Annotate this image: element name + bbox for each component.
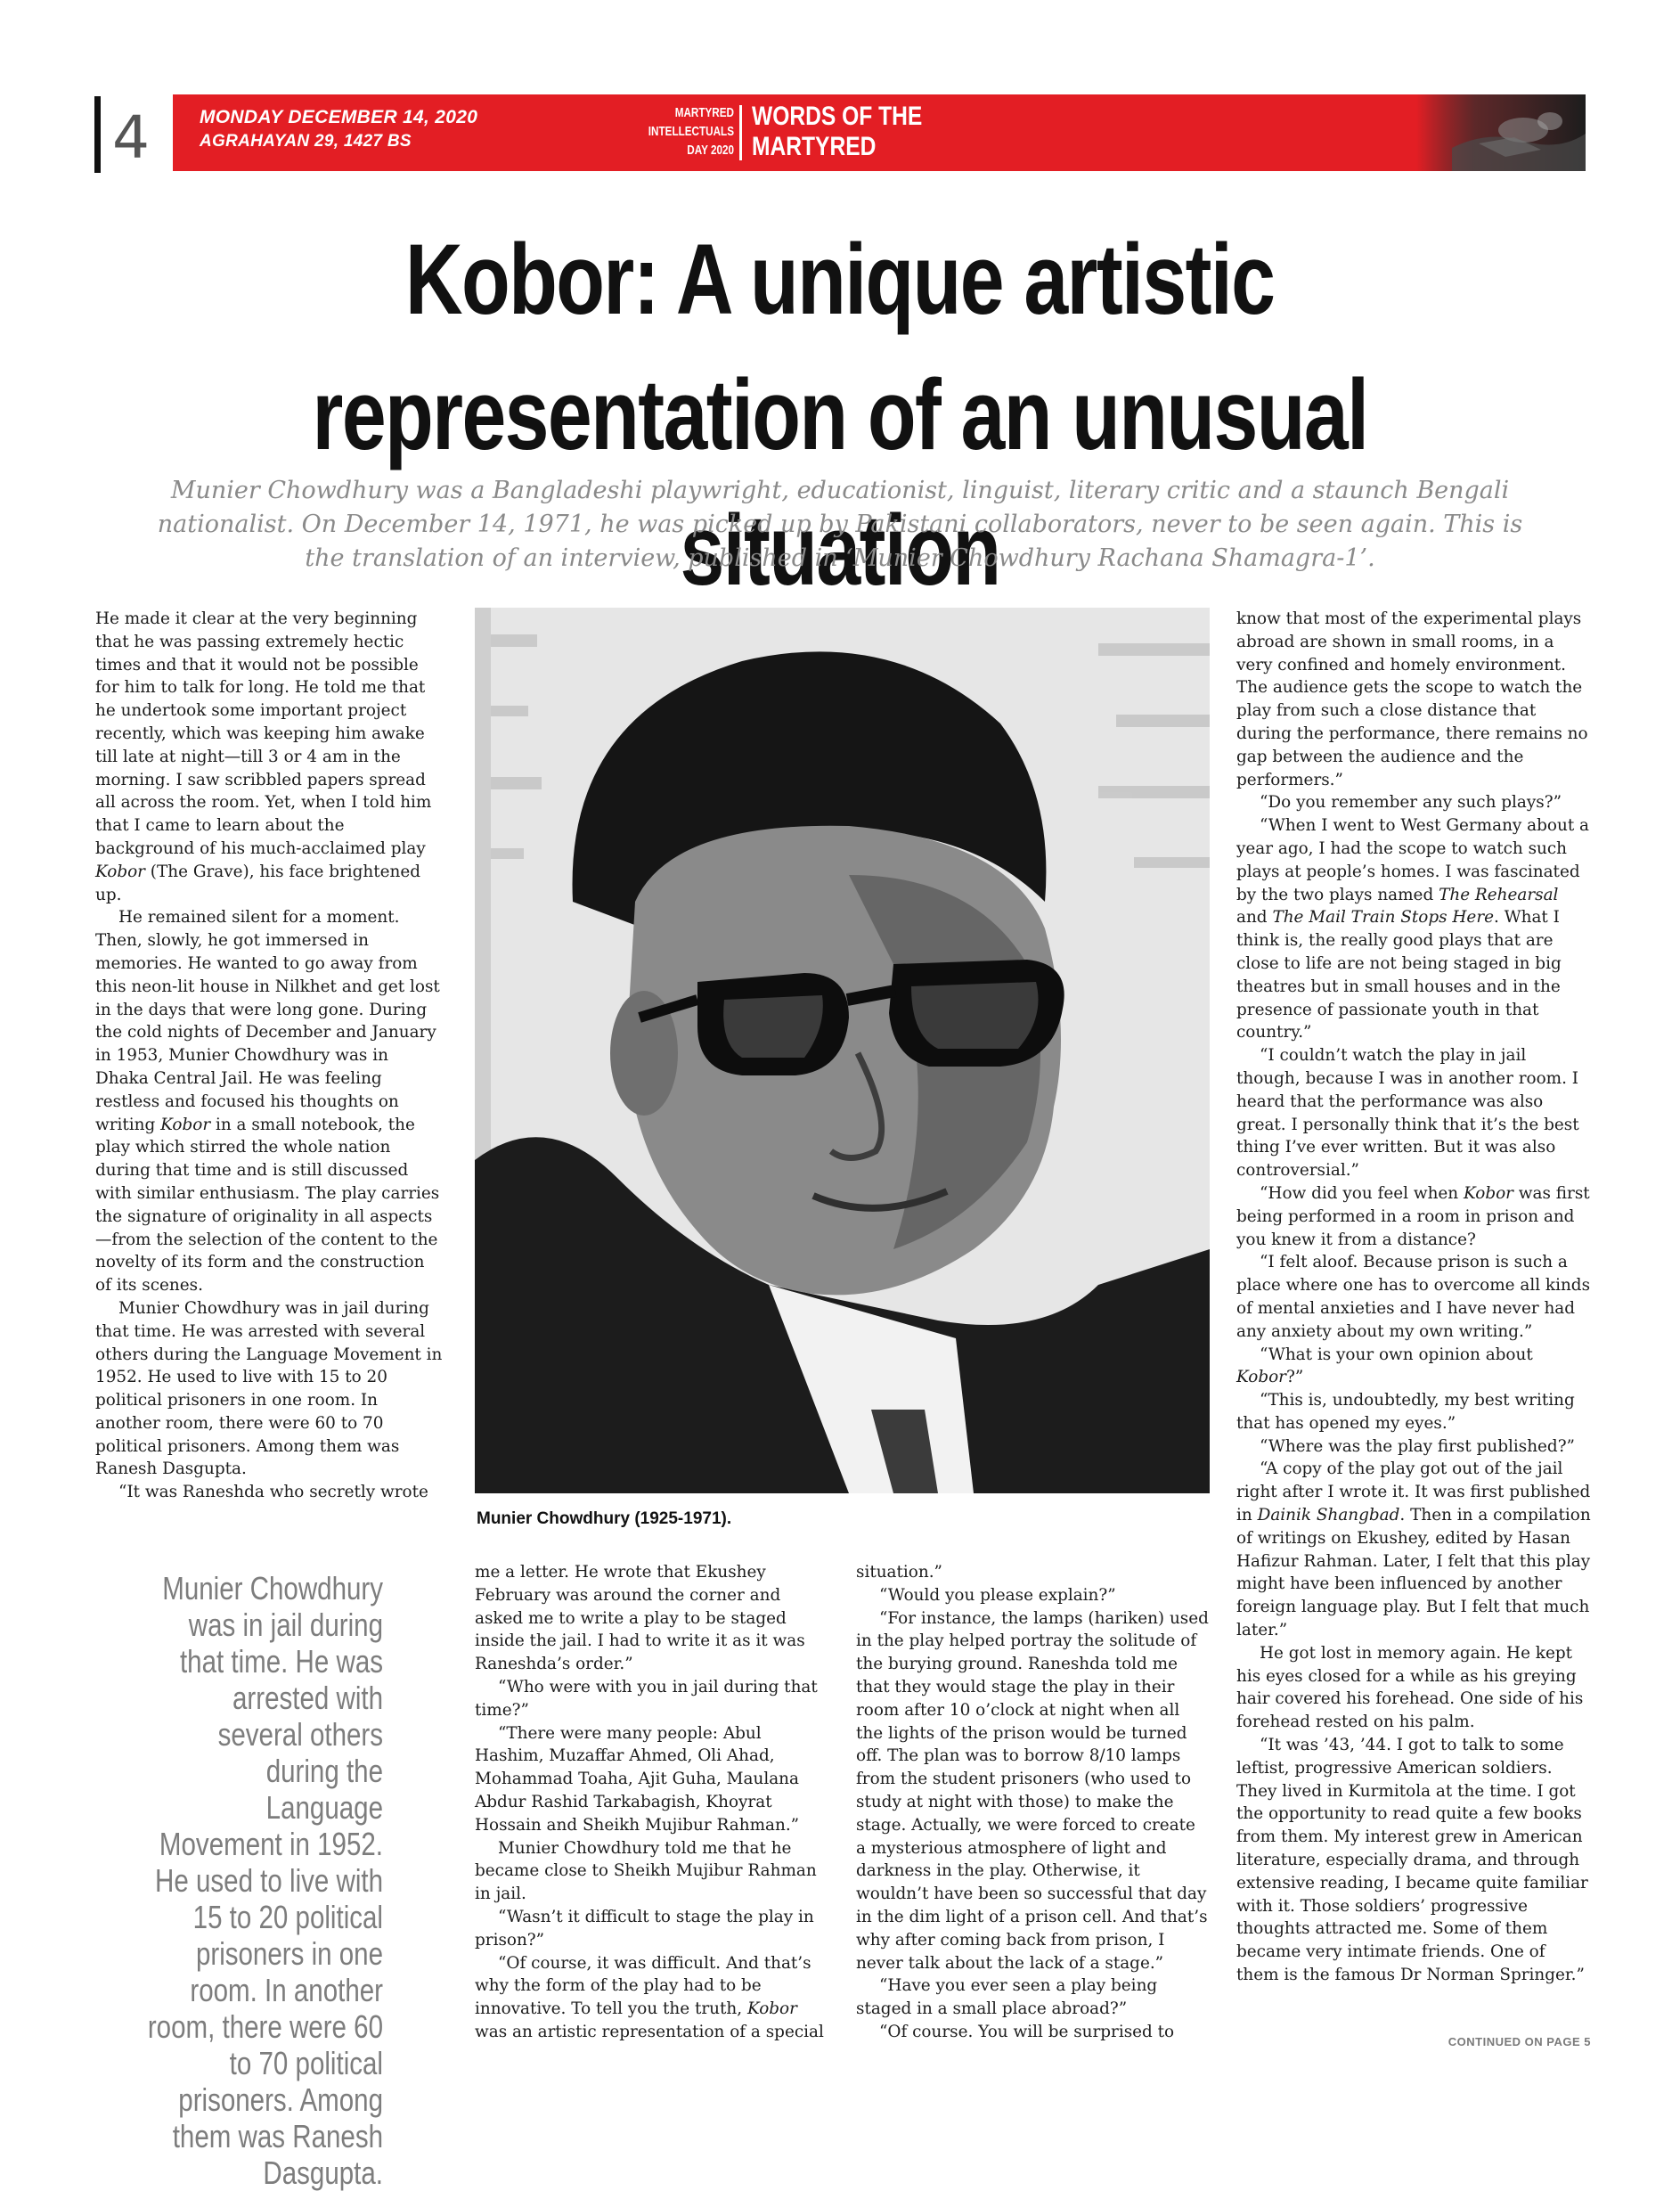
paragraph: “This is, undoubtedly, my best writing that has opened my eyes.” xyxy=(1236,1391,1575,1433)
paragraph: “Of course, it was difficult. And that’s why the form of the play had to be innovative. To tell you the truth, Kobor was an artistic representation of a special xyxy=(475,1953,824,2041)
paragraph: “For instance, the lamps (hariken) used in the play helped portray the solitude of the burying ground. Raneshda told me that they would stage the play in their room after 10 o’clock at night when all the lights of the prison would be turned off. The plan was to borrow 8/10 lamps from the student prisoners (who used to study at night with those) to make the stage. Actually, we were forced to create a mysterious atmosphere of light and darkness in the play. Otherwise, it wouldn’t have been so successful that day in the dim light of a prison cell. And that’s why after coming back from prison, I never talk about the lack of a stage.” xyxy=(856,1608,1209,1973)
paragraph: “Of course. You will be surprised to xyxy=(879,2022,1175,2041)
pull-quote xyxy=(89,1570,383,2191)
paragraph: situation.” xyxy=(856,1563,942,1582)
paragraph: “I couldn’t watch the play in jail though, because I was in another room. I heard that the performance was also great. I personally think that it’s the best thing I’ve ever written. But it was also controversial.” xyxy=(1236,1046,1579,1181)
header-band xyxy=(173,94,1586,171)
paragraph: “There were many people: Abul Hashim, Muzaffar Ahmed, Oli Ahad, Mohammad Toaha, Ajit Guha, Maulana Abdur Rashid Tarkabagish, Khoyrat Hossain and Sheikh Mujibur Rahman.” xyxy=(475,1723,800,1835)
paragraph: “Who were with you in jail during that time?” xyxy=(475,1677,818,1720)
headline-line: representation of an unusual situation xyxy=(312,359,1368,606)
issue-date-bengali: AGRAHAYAN 29, 1427 BS xyxy=(200,132,412,151)
paragraph: “How did you feel when Kobor was first being performed in a room in prison and you knew it from a distance? xyxy=(1236,1183,1590,1249)
pull-quote-text: Munier Chowdhury was in jail during that time. He was arrested with several others during the Language Movement in 1952. He used to live with 15 to 20 political prisoners in one room. In another room, there were 60 to 70 political prisoners. Among them was Ranesh Dasgupta. xyxy=(147,1570,383,2191)
issue-date xyxy=(200,105,477,153)
event-label-line: DAY 2020 xyxy=(687,143,734,158)
continued-on-page-link[interactable]: CONTINUED ON PAGE 5 xyxy=(1448,2035,1591,2048)
page-number: 4 xyxy=(112,103,150,172)
paragraph: “Have you ever seen a play being staged in a small place abroad?” xyxy=(856,1976,1158,2019)
paragraph: He remained silent for a moment. Then, slowly, he got immersed in memories. He wanted to go away from this neon-lit house in Nilkhet and get lost in the days that were long gone. During the cold nights of December and January in 1953, Munier Chowdhury was in Dhaka Central Jail. He was feeling restless and focused his thoughts on writing Kobor in a small notebook, the play which stirred the whole nation during that time and is still discussed with similar enthusiasm. The play carries the signature of originality in all aspects—from the selection of the content to the novelty of its form and the construction of its scenes. xyxy=(95,908,440,1296)
paragraph: “A copy of the play got out of the jail right after I wrote it. It was first published in Dainik Shangbad. Then in a compilation of writings on Ekushey, edited by Hasan Hafizur Rahman. Later, I felt that this play might have been influenced by another foreign language play. But I felt that much later.” xyxy=(1236,1459,1591,1640)
paragraph: Munier Chowdhury was in jail during that time. He was arrested with several others during the Language Movement in 1952. He used to live with 15 to 20 political prisoners in one room. In another room, there were 60 to 70 political prisoners. Among them was Ranesh Dasgupta. xyxy=(95,1298,443,1479)
issue-date-gregorian: MONDAY DECEMBER 14, 2020 xyxy=(200,107,478,127)
event-label-line: MARTYRED xyxy=(674,105,734,120)
event-label-line: INTELLECTUALS xyxy=(648,124,734,139)
paragraph: “What is your own opinion about Kobor?” xyxy=(1236,1345,1533,1387)
portrait-photo xyxy=(475,608,1210,1493)
standfirst: Munier Chowdhury was a Bangladeshi playwright, educationist, linguist, literary critic and a staunch Bengali nationalist. On December 14, 1971, he was picked up by Pakistani collaborators, never to be seen again. This is the translation of an interview, published in ‘Munier Chowdhury Rachana Shamagra-1’. xyxy=(157,477,1523,572)
header-divider xyxy=(739,105,742,160)
paragraph: “It was Raneshda who secretly wrote xyxy=(118,1483,428,1502)
headline-line: Kobor: A unique artistic xyxy=(405,224,1275,335)
photo-caption: Munier Chowdhury (1925-1971). xyxy=(477,1509,732,1528)
paragraph: “It was ’43, ’44. I got to talk to some leftist, progressive American soldiers. They lived in Kurmitola at the time. I got the opportunity to read quite a few books from them. My interest grew in American literature, especially drama, and through extensive reading, I became quite familiar with it. Those soldiers’ progressive thoughts attracted me. Some of them became very intimate friends. One of them is the famous Dr Norman Springer.” xyxy=(1236,1736,1588,1985)
paragraph: He made it clear at the very beginning that he was passing extremely hectic times and that it would not be possible for him to talk for long. He told me that he undertook some important project recently, which was keeping him awake till late at night—till 3 or 4 am in the morning. I saw scribbled papers spread all across the room. Yet, when I told him that I came to learn about the background of his much-acclaimed play Kobor (The Grave), his face brightened up. xyxy=(95,609,432,904)
paragraph: know that most of the experimental plays abroad are shown in small rooms, in a very confined and homely environment. The audience gets the scope to watch the play from such a close distance that during the performance, there remains no gap between the audience and the performers.” xyxy=(1236,609,1588,789)
paragraph: He got lost in memory again. He kept his eyes closed for a while as his greying hair covered his forehead. One side of his forehead rested on his palm. xyxy=(1236,1643,1584,1732)
paragraph: “Would you please explain?” xyxy=(879,1585,1116,1605)
header-artwork-image xyxy=(1416,94,1586,171)
article-column-4 xyxy=(1236,608,1591,1987)
article-column-2 xyxy=(475,1561,828,2044)
paragraph: “Where was the play first published?” xyxy=(1260,1436,1575,1456)
section-title-line: WORDS OF THE xyxy=(752,102,923,131)
paragraph: “I felt aloof. Because prison is such a place where one has to overcome all kinds of mental anxieties and I have never had any anxiety about my own writing.” xyxy=(1236,1253,1591,1341)
section-title-line: MARTYRED xyxy=(752,132,877,161)
paragraph: Munier Chowdhury told me that he became close to Sheikh Mujibur Rahman in jail. xyxy=(475,1838,817,1904)
paragraph: “Wasn’t it difficult to stage the play in prison?” xyxy=(475,1907,814,1950)
section-title xyxy=(752,102,922,162)
event-label xyxy=(644,103,734,159)
paragraph: me a letter. He wrote that Ekushey February was around the corner and asked me to write a play to be staged inside the jail. I had to write it as it was Raneshda’s order.” xyxy=(475,1563,805,1674)
article-column-1 xyxy=(95,608,443,1504)
paragraph: “Do you remember any such plays?” xyxy=(1260,793,1562,813)
article-column-3 xyxy=(856,1561,1210,2044)
paragraph: “When I went to West Germany about a year ago, I had the scope to watch such plays at people’s homes. I was fascinated by the two plays named The Rehearsal and The Mail Train Stops Here. What I think is, the really good plays that are close to life are not being staged in big theatres but in small houses and in the presence of passionate youth in that country.” xyxy=(1236,816,1590,1042)
